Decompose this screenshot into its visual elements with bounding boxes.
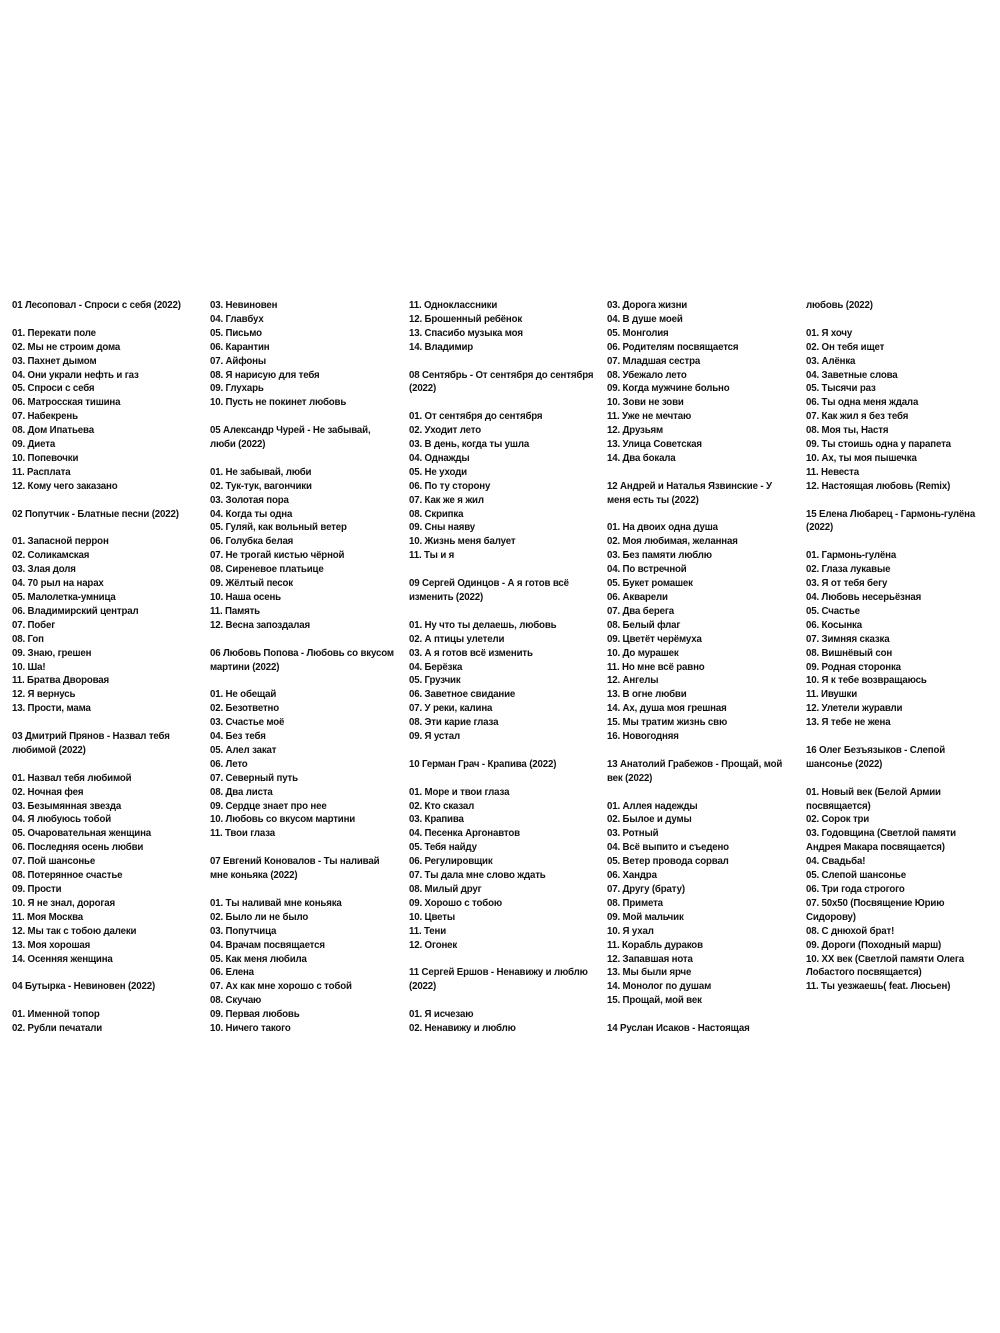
track-item: 06. Родителям посвящается [607, 341, 739, 353]
track-item: 03. Я от тебя бегу [806, 578, 888, 590]
track-item: 10. Наша осень [210, 592, 281, 603]
track-item: 04. Песенка Аргонавтов [409, 828, 520, 840]
track-item: 09. Сердце знает про нее [210, 800, 327, 812]
track-item: 06. Владимирский централ [12, 605, 139, 617]
track-item: 11. Расплата [12, 466, 71, 478]
track-item: 04. Свадьба! [806, 856, 866, 868]
track-item: 08. Милый друг [409, 883, 482, 895]
track-item: 04. Всё выпито и съедено [607, 842, 729, 854]
track-item: 01. Запасной перрон [12, 536, 109, 548]
track-item: 01. Именной топор [12, 1009, 100, 1021]
track-item: 05. Слепой шансонье [806, 870, 906, 882]
track-item: 02. Былое и думы [607, 814, 692, 826]
track-item: 10. XX век (Светлой памяти Олега Лобастого посвящается) [806, 953, 964, 979]
track-list [210, 688, 396, 841]
track-item: 07. Ах как мне хорошо с тобой [210, 981, 352, 993]
track-item: 01. Новый век (Белой Армии посвящается) [806, 786, 941, 812]
track-list [409, 619, 595, 744]
track-item: 04. Любовь несерьёзная [806, 591, 922, 603]
track-item: 02. Рубли печатали [12, 1023, 103, 1035]
track-item: 07. Два берега [607, 605, 674, 617]
track-list [12, 772, 198, 967]
track-item: 09. Ты стоишь одна у парапета [806, 439, 951, 451]
track-list [607, 800, 793, 1009]
album-block [12, 980, 198, 1036]
track-list [12, 535, 198, 716]
album-title: 12 Андрей и Наталья Язвинские - У меня есть ты (2022) [607, 480, 772, 506]
album-block [210, 855, 396, 1036]
track-list [607, 521, 793, 744]
track-item: 05. Спроси с себя [12, 383, 95, 395]
track-item: 02. Ночная фея [12, 786, 84, 798]
track-item: 11. Невеста [806, 466, 859, 478]
track-item: 07. Другу (брату) [607, 884, 685, 895]
album-title: 03 Дмитрий Прянов - Назвал тебя любимой (2022) [12, 731, 170, 756]
track-item: 06. Лето [210, 758, 248, 770]
track-item: 03. Дорога жизни [607, 300, 688, 311]
track-item: 08. Скучаю [210, 995, 262, 1007]
track-item: 08. Я нарисую для тебя [210, 369, 320, 381]
track-item: 07. Айфоны [210, 355, 267, 367]
tracklist-column-5 [806, 299, 990, 994]
track-item: 05. Тысячи раз [806, 383, 876, 395]
track-item: 04. Они украли нефть и газ [12, 369, 139, 381]
track-item: 01. Ну что ты делаешь, любовь [409, 619, 557, 631]
track-item: 05. Ветер провода сорвал [607, 856, 729, 868]
track-item: 02. Уходит лето [409, 425, 481, 437]
track-item: 03. Золотая пора [210, 494, 289, 506]
track-item: 11. Память [210, 605, 260, 617]
track-item: 04. Берёзка [409, 661, 463, 673]
track-item: 04. Главбух [210, 313, 264, 325]
track-item: 09. Дороги (Походный марш) [806, 939, 942, 951]
track-item: 09. Хорошо с тобою [409, 897, 503, 909]
album-block [409, 299, 595, 355]
track-item: 12. Я вернусь [12, 689, 76, 701]
album-block [12, 730, 198, 966]
album-title: 14 Руслан Исаков - Настоящая [607, 1023, 750, 1035]
track-item: 03. Невиновен [210, 300, 278, 311]
track-item: 09. Прости [12, 883, 62, 895]
track-list [210, 897, 396, 1036]
track-item: 03. Злая доля [12, 564, 76, 576]
track-item: 10. Я ухал [607, 925, 654, 937]
album-block [210, 424, 396, 633]
track-item: 10. Ничего такого [210, 1023, 291, 1035]
track-item: 10. Жизнь меня балует [409, 536, 516, 548]
album-title: 02 Попутчик - Блатные песни (2022) [12, 508, 179, 520]
track-item: 01. Я исчезаю [409, 1009, 474, 1021]
track-item: 02. А птицы улетели [409, 633, 505, 645]
tracklist-column-2 [210, 299, 396, 1036]
track-item: 10. Я не знал, дорогая [12, 897, 116, 909]
track-list [12, 1008, 198, 1036]
track-item: 05. Букет ромашек [607, 578, 693, 590]
track-item: 09. Цветёт черёмуха [607, 633, 702, 645]
track-item: 10. Любовь со вкусом мартини [210, 814, 356, 826]
album-block [409, 758, 595, 953]
track-item: 02. Он тебя ищет [806, 341, 885, 353]
track-item: 05. Алел закат [210, 744, 277, 756]
track-item: 08. Моя ты, Настя [806, 425, 889, 437]
track-item: 07. Северный путь [210, 772, 298, 784]
track-item: 07. Младшая сестра [607, 355, 701, 367]
track-list [806, 786, 990, 995]
track-item: 13. Мы были ярче [607, 967, 692, 979]
track-item: 11. Моя Москва [12, 911, 84, 923]
track-item: 14. Владимир [409, 341, 474, 353]
album-block [607, 758, 793, 1008]
track-item: 02. Мы не строим дома [12, 341, 121, 353]
track-item: 08. Белый флаг [607, 619, 681, 631]
track-item: 01. Не обещай [210, 689, 277, 701]
track-item: 12. Мы так с тобою далеки [12, 925, 137, 937]
track-item: 03. Без памяти люблю [607, 550, 712, 562]
track-item: 11. Корабль дураков [607, 939, 703, 951]
track-item: 08. Убежало лето [607, 369, 687, 381]
track-item: 01. Перекати поле [12, 327, 96, 339]
track-item: 06. Елена [210, 967, 254, 979]
album-block [409, 966, 595, 1036]
track-item: 03. Крапива [409, 814, 464, 826]
track-item: 01. От сентября до сентября [409, 411, 543, 423]
track-item: 04. В душе моей [607, 313, 683, 325]
track-item: 08. Вишнёвый сон [806, 647, 893, 659]
track-item: 07. Ты дала мне слово ждать [409, 870, 546, 882]
track-item: 09. Знаю, грешен [12, 647, 92, 659]
track-item: 12. Кому чего заказано [12, 480, 118, 492]
track-list [607, 299, 793, 466]
track-item: 04. По встречной [607, 564, 687, 576]
track-item: 11. Ты и я [409, 550, 455, 562]
track-item: 04. Я любуюсь тобой [12, 814, 112, 826]
track-item: 10. Я к тебе возвращаюсь [806, 675, 927, 687]
track-item: 08. Сиреневое платьице [210, 564, 324, 576]
album-title: 11 Сергей Ершов - Ненавижу и люблю (2022) [409, 967, 588, 993]
track-item: 05. Гуляй, как вольный ветер [210, 522, 347, 534]
track-item: 09. Первая любовь [210, 1009, 300, 1021]
track-item: 07. У реки, калина [409, 703, 493, 715]
track-item: 06. Три года строгого [806, 883, 905, 895]
track-item: 09. Сны наяву [409, 522, 476, 534]
track-item: 16. Новогодняя [607, 731, 679, 743]
track-item: 13. В огне любви [607, 689, 687, 701]
album-title: 08 Сентябрь - От сентября до сентября (2022) [409, 369, 594, 395]
track-item: 10. Попевочки [12, 452, 79, 464]
track-item: 04. 70 рыл на нарах [12, 578, 104, 590]
track-item: 05. Письмо [210, 327, 262, 339]
track-item: 06. Косынка [806, 619, 862, 631]
track-item: 12. Друзьям [607, 425, 664, 437]
track-item: 11. Братва Дворовая [12, 675, 110, 687]
track-item: 11. Твои глаза [210, 828, 275, 840]
track-item: 09. Родная сторонка [806, 661, 901, 673]
track-item: 07. 50х50 (Посвящение Юрию Сидорову) [806, 897, 945, 923]
track-item: 05. Грузчик [409, 675, 461, 687]
track-item: 04. Без тебя [210, 731, 266, 743]
track-item: 05. Как меня любила [210, 953, 307, 965]
track-item: 03. Алёнка [806, 355, 856, 367]
album-title: 16 Олег Безъязыков - Слепой шансонье (2022) [806, 744, 946, 770]
track-item: 06. Акварели [607, 592, 668, 603]
track-item: 02. Было ли не было [210, 911, 309, 923]
track-list [806, 327, 990, 494]
track-item: 11. Ивушки [806, 689, 858, 701]
track-item: 11. Но мне всё равно [607, 661, 705, 673]
track-item: 01. Ты наливай мне коньяка [210, 897, 342, 909]
track-item: 02. Тук-тук, вагончики [210, 480, 312, 492]
track-item: 14. Ах, душа моя грешная [607, 703, 727, 715]
track-item: 05. Монголия [607, 327, 669, 339]
album-block [607, 299, 793, 466]
track-item: 05. Не уходи [409, 466, 467, 478]
track-item: 09. Когда мужчине больно [607, 383, 730, 395]
album-block [210, 299, 396, 410]
tracklist-column-4 [607, 299, 793, 1036]
track-item: 10. Зови не зови [607, 397, 684, 409]
track-item: 04. Заветные слова [806, 369, 898, 381]
track-item: 04. Врачам посвящается [210, 939, 325, 951]
track-item: 03. В день, когда ты ушла [409, 439, 530, 451]
tracklist-column-3 [409, 299, 595, 1036]
track-item: 03. А я готов всё изменить [409, 647, 533, 659]
track-item: 06. По ту сторону [409, 480, 491, 492]
album-block [12, 508, 198, 717]
track-item: 11. Уже не мечтаю [607, 411, 692, 423]
album-title: 10 Герман Грач - Крапива (2022) [409, 758, 557, 770]
track-item: 12. Улетели журавли [806, 703, 903, 715]
track-item: 07. Как жил я без тебя [806, 411, 909, 423]
album-title: 05 Александр Чурей - Не забывай, люби (2022) [210, 425, 371, 451]
album-title: 13 Анатолий Грабежов - Прощай, мой век (2022) [607, 758, 783, 784]
track-list [409, 786, 595, 953]
track-item: 09. Мой мальчик [607, 911, 684, 923]
track-item: 05. Очаровательная женщина [12, 828, 152, 840]
track-item: 02. Безответно [210, 703, 280, 715]
track-item: 09. Глухарь [210, 383, 264, 395]
track-item: 06. Ты одна меня ждала [806, 397, 919, 409]
album-block [210, 647, 396, 842]
track-item: 12. Брошенный ребёнок [409, 313, 523, 325]
track-item: 13. Я тебе не жена [806, 717, 891, 729]
track-item: 14. Монолог по душам [607, 981, 712, 993]
track-item: 13. Моя хорошая [12, 939, 91, 951]
track-item: 13. Прости, мама [12, 703, 91, 715]
track-item: 03. Ротный [607, 828, 659, 840]
track-item: 04. Однажды [409, 452, 470, 464]
track-item: 06. Голубка белая [210, 536, 294, 548]
track-item: 08. Гоп [12, 633, 44, 645]
track-item: 12. Настоящая любовь (Remix) [806, 480, 951, 492]
track-list [210, 466, 396, 633]
album-block [806, 299, 990, 494]
album-block [806, 744, 990, 994]
track-item: 01. Я хочу [806, 327, 853, 339]
track-list [806, 549, 990, 730]
track-item: 06. Хандра [607, 870, 657, 882]
album-block [409, 369, 595, 564]
track-item: 01. Аллея надежды [607, 800, 698, 812]
track-item: 02. Ненавижу и люблю [409, 1023, 516, 1034]
track-item: 01. Назвал тебя любимой [12, 772, 132, 784]
track-item: 04. Когда ты одна [210, 508, 293, 520]
track-item: 07. Побег [12, 619, 56, 631]
track-item: 01. На двоих одна душа [607, 522, 718, 534]
tracklist-column-1 [12, 299, 198, 1036]
track-item: 12. Запавшая нота [607, 953, 693, 965]
track-list [409, 410, 595, 563]
track-item: 06. Карантин [210, 341, 270, 353]
track-item: 02. Соликамская [12, 550, 90, 562]
track-list [409, 299, 595, 355]
track-item: 01. Гармонь-гулёна [806, 550, 897, 562]
track-item: 07. Зимняя сказка [806, 633, 890, 645]
track-item: 05. Тебя найду [409, 842, 477, 854]
album-title: 06 Любовь Попова - Любовь со вкусом мартини (2022) [210, 647, 394, 673]
track-item: 11. Ты уезжаешь( feat. Люсьен) [806, 981, 951, 993]
track-item: 07. Не трогай кистью чёрной [210, 550, 345, 562]
track-item: 09. Жёлтый песок [210, 578, 293, 590]
track-item: 10. Пусть не покинет любовь [210, 397, 347, 409]
track-item: 10. Ах, ты моя пышечка [806, 452, 917, 464]
track-item: 08. Скрипка [409, 508, 464, 520]
track-item: 07. Набекрень [12, 411, 78, 423]
track-item: 05. Малолетка-умница [12, 591, 116, 603]
track-item: 10. Цветы [409, 911, 455, 923]
track-item: 03. Счастье моё [210, 717, 285, 729]
track-item: 03. Безымянная звезда [12, 800, 122, 812]
track-item: 05. Счастье [806, 605, 860, 617]
album-title: 04 Бутырка - Невиновен (2022) [12, 981, 156, 993]
track-item: 03. Годовщина (Светлой памяти Андрея Макара посвящается) [806, 828, 956, 854]
track-item: 07. Как же я жил [409, 494, 484, 506]
album-block [12, 299, 198, 494]
track-item: 15. Прощай, мой век [607, 995, 702, 1007]
track-item: 13. Спасибо музыка моя [409, 327, 523, 339]
album-title: любовь (2022) [806, 300, 873, 311]
track-item: 14. Осенняя женщина [12, 953, 113, 965]
track-item: 07. Пой шансонье [12, 856, 96, 868]
track-list [210, 299, 396, 410]
track-item: 08. Потерянное счастье [12, 870, 123, 882]
track-item: 08. Эти карие глаза [409, 717, 499, 729]
album-title: 09 Сергей Одинцов - А я готов всё изменить (2022) [409, 578, 569, 603]
track-item: 08. Дом Ипатьева [12, 425, 94, 437]
track-item: 15. Мы тратим жизнь свю [607, 717, 728, 729]
track-list [409, 1008, 595, 1036]
album-block [409, 577, 595, 744]
track-item: 03. Попутчица [210, 925, 277, 937]
album-title: 07 Евгений Коновалов - Ты наливай мне коньяка (2022) [210, 856, 380, 882]
track-item: 02. Сорок три [806, 814, 870, 826]
track-item: 13. Улица Советская [607, 439, 702, 451]
track-item: 01. Не забывай, люби [210, 466, 312, 478]
track-item: 02. Кто сказал [409, 800, 475, 812]
track-item: 09. Я устал [409, 731, 460, 743]
track-item: 08. Два листа [210, 786, 273, 798]
album-block [607, 1022, 793, 1036]
album-block [806, 508, 990, 730]
track-item: 02. Глаза лукавые [806, 564, 891, 576]
track-item: 06. Заветное свидание [409, 689, 516, 701]
track-item: 03. Пахнет дымом [12, 355, 97, 367]
track-list [12, 327, 198, 494]
track-item: 14. Два бокала [607, 452, 676, 464]
track-item: 06. Последняя осень любви [12, 842, 144, 854]
track-item: 12. Ангелы [607, 675, 659, 687]
track-item: 02. Моя любимая, желанная [607, 536, 738, 548]
track-item: 11. Одноклассники [409, 300, 498, 311]
track-item: 09. Диета [12, 439, 56, 451]
track-item: 12. Весна запоздалая [210, 619, 310, 631]
track-item: 11. Тени [409, 925, 447, 937]
track-item: 06. Матросская тишина [12, 397, 121, 409]
album-title: 15 Елена Любарец - Гармонь-гулёна (2022) [806, 508, 976, 534]
track-item: 10. До мурашек [607, 647, 679, 659]
track-item: 12. Огонек [409, 939, 458, 951]
track-item: 08. С днюхой брат! [806, 925, 895, 937]
track-item: 08. Примета [607, 897, 663, 909]
album-title: 01 Лесоповал - Спроси с себя (2022) [12, 300, 181, 311]
album-block [607, 480, 793, 744]
track-item: 10. Ша! [12, 661, 46, 673]
track-item: 06. Регулировщик [409, 856, 493, 868]
track-item: 01. Море и твои глаза [409, 786, 510, 798]
